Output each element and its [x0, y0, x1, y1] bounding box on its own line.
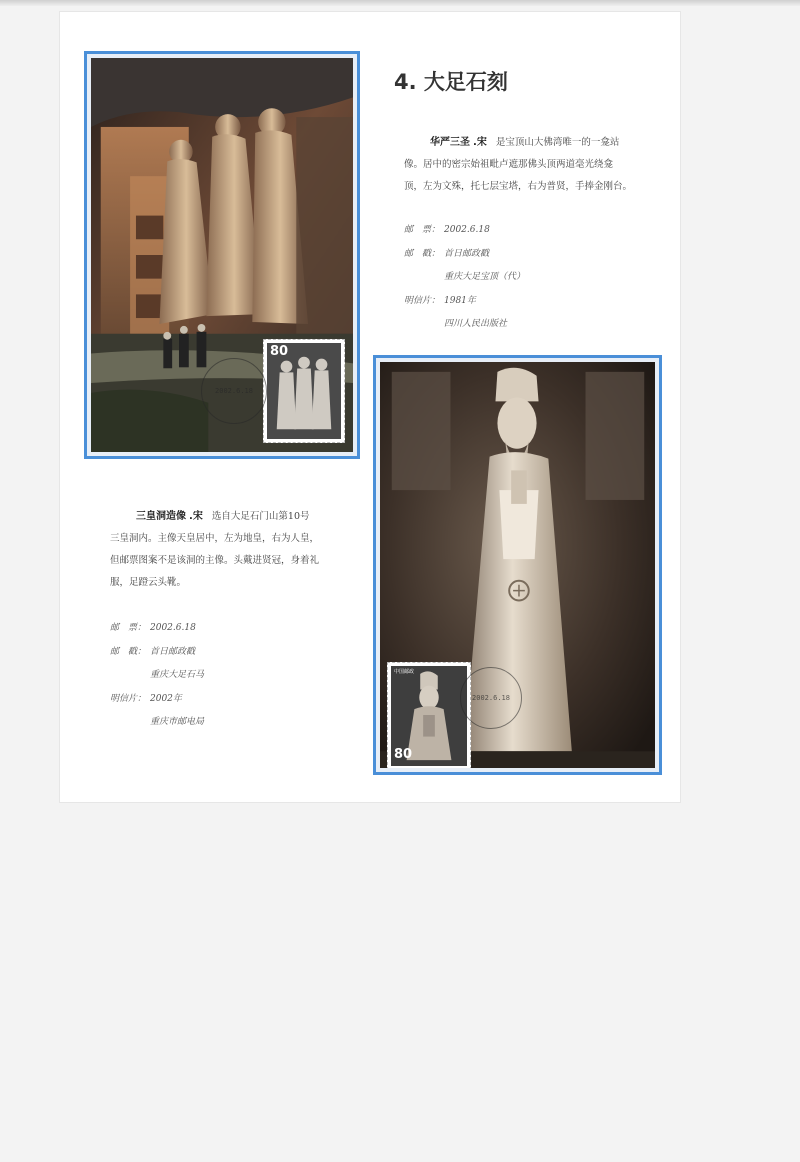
meta-stamp-label: 邮 票： [404, 225, 441, 235]
caption-name: 三皇洞造像 [136, 511, 186, 522]
caption-desc-line3: 顶，左为文殊，托七层宝塔，右为普贤，手捧金刚台。 [404, 181, 633, 192]
caption-desc-line2: 三皇洞内。主像天皇居中，左为地皇，右为人皇， [110, 533, 320, 544]
maximum-card-huayan[interactable] [84, 51, 360, 459]
caption-huayan [404, 132, 664, 198]
meta-sanhuang [110, 617, 350, 735]
page-title: 4. 大足石刻 [394, 70, 508, 94]
meta-publisher: 四川人民出版社 [444, 319, 508, 329]
meta-publisher: 重庆市邮电局 [150, 717, 205, 727]
stamp-denomination: 80 [394, 747, 413, 762]
caption-desc-line1: 选自大足石门山第10号 [211, 511, 310, 522]
caption-name: 华严三圣 [430, 137, 470, 148]
meta-card-value: 1981年 [444, 295, 476, 306]
meta-postmark-place: 重庆大足石马 [150, 670, 205, 680]
caption-dynasty: .宋 [473, 137, 487, 148]
caption-desc-line3: 但邮票图案不是该洞的主像。头戴进贤冠，身着礼 [110, 555, 320, 566]
meta-card-label: 明信片： [110, 693, 147, 704]
meta-huayan [404, 219, 644, 337]
caption-dynasty: .宋 [189, 511, 203, 522]
maximum-card-sanhuang[interactable] [373, 355, 662, 775]
postmark-date: 2002.6.18 [472, 694, 510, 702]
meta-card-value: 2002年 [150, 693, 182, 704]
meta-postmark-place: 重庆大足宝顶（代） [444, 272, 526, 282]
meta-stamp-label: 邮 票： [110, 623, 147, 633]
meta-stamp-value: 2002.6.18 [150, 623, 196, 633]
caption-desc-line2: 像。居中的密宗始祖毗卢遮那佛头顶两道毫光绕龛 [404, 159, 614, 170]
stamp-sanhuang [387, 662, 471, 768]
meta-card-label: 明信片： [404, 295, 441, 306]
caption-desc-line1: 是宝顶山大佛湾唯一的一龛站 [495, 137, 620, 148]
caption-sanhuang [110, 506, 360, 594]
scanner-edge [0, 0, 800, 6]
postmark-date: 2002.6.18 [215, 387, 253, 395]
caption-desc-line4: 服，足蹬云头靴。 [110, 577, 187, 588]
meta-postmark-label: 邮 戳： [404, 248, 441, 259]
photo-sanhuang-dong [380, 362, 655, 768]
photo-huayan-sansheng [91, 58, 353, 452]
stamp-country: 中国邮政 [394, 669, 415, 675]
postmark-sanhuang [460, 667, 522, 729]
meta-postmark-value: 首日邮政戳 [444, 248, 490, 259]
meta-postmark-label: 邮 戳： [110, 646, 147, 657]
postmark-huayan [201, 358, 267, 424]
meta-postmark-value: 首日邮政戳 [150, 646, 196, 657]
meta-stamp-value: 2002.6.18 [444, 225, 490, 235]
stamp-denomination: 80 [270, 344, 289, 359]
stamp-huayan [263, 339, 345, 443]
